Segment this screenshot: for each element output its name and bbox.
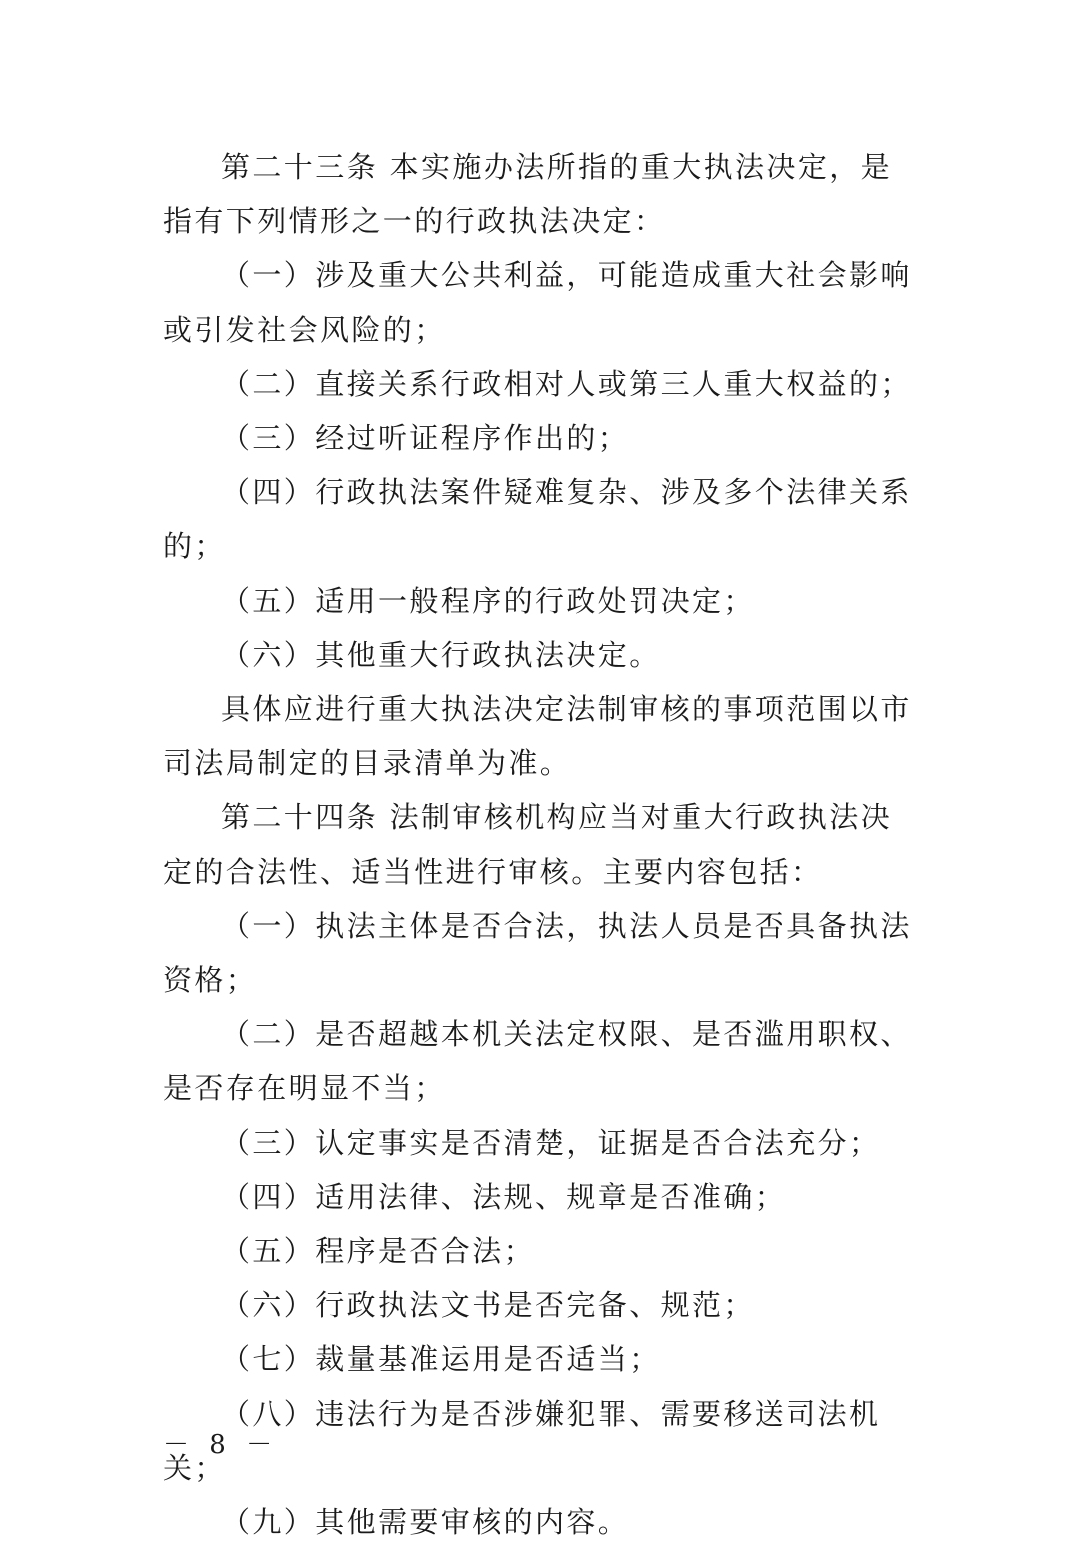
article-24-paragraph: 第二十四条 法制审核机构应当对重大行政执法决定的合法性、适当性进行审核。主要内容包括： [163,800,893,889]
article-24-item-8: （八）违法行为是否涉嫌犯罪、需要移送司法机关； [163,1396,881,1485]
page-number: － 8 － [163,1430,279,1460]
article-24-item-4: （四）适用法律、法规、规章是否准确； [221,1179,787,1214]
article-23-paragraph: 第二十三条 本实施办法所指的重大执法决定，是指有下列情形之一的行政执法决定： [163,150,893,239]
scope-paragraph: 具体应进行重大执法决定法制审核的事项范围以市司法局制定的目录清单为准。 [163,692,912,781]
article-24-item-6: （六）行政执法文书是否完备、规范； [221,1288,755,1323]
article-23-item-1: （一）涉及重大公共利益，可能造成重大社会影响或引发社会风险的； [163,258,912,347]
article-23-item-2: （二）直接关系行政相对人或第三人重大权益的； [221,366,912,401]
document-body [163,140,913,1549]
article-24-item-7: （七）裁量基准运用是否适当； [221,1342,661,1377]
article-24-item-3: （三）认定事实是否清楚，证据是否合法充分； [221,1125,881,1160]
article-23-item-5: （五）适用一般程序的行政处罚决定； [221,583,755,618]
article-24-item-1: （一）执法主体是否合法，执法人员是否具备执法资格； [163,908,912,998]
article-23-item-3: （三）经过听证程序作出的； [221,421,630,456]
article-24-item-9: （九）其他需要审核的内容。 [221,1505,630,1540]
article-23-item-4: （四）行政执法案件疑难复杂、涉及多个法律关系的； [163,475,912,564]
article-23-item-6: （六）其他重大行政执法决定。 [221,637,661,672]
article-24-item-2: （二）是否超越本机关法定权限、是否滥用职权、是否存在明显不当； [163,1017,912,1106]
article-24-item-5: （五）程序是否合法； [221,1234,536,1269]
